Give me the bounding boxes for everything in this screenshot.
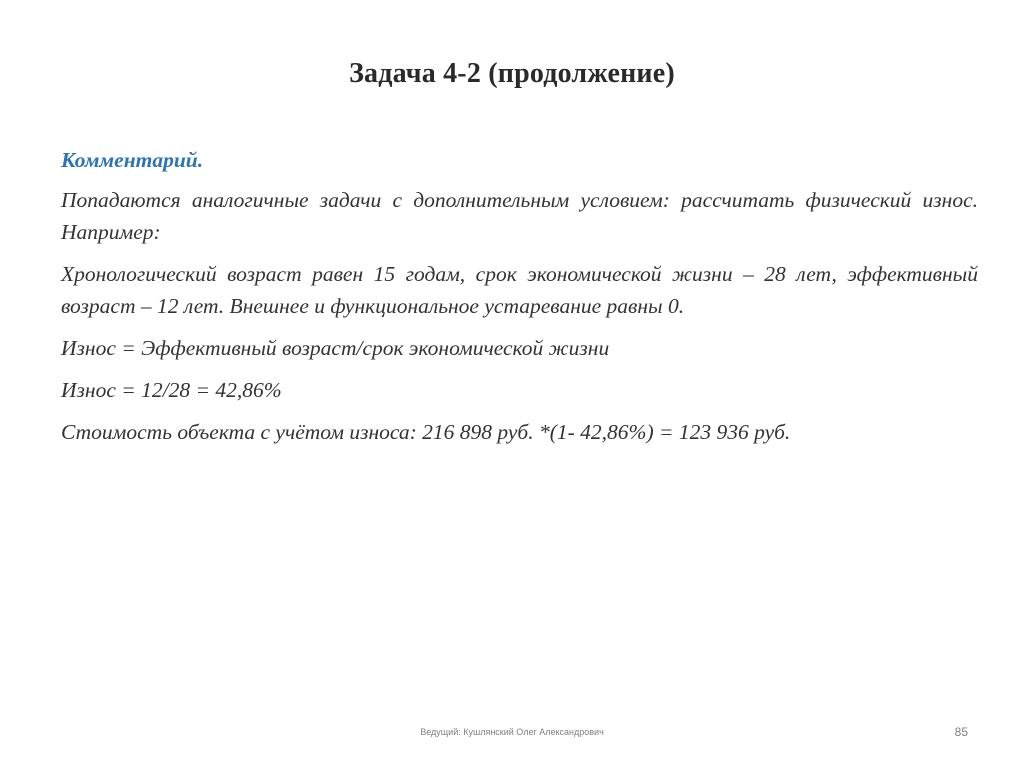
paragraph-value-calculation: Стоимость объекта с учётом износа: 216 898 руб. *(1- 42,86%) = 123 936 руб. (61, 420, 791, 444)
paragraph-wear-calculation: Износ = 12/28 = 42,86% (61, 378, 282, 402)
slide-title: Задача 4-2 (продолжение) (349, 58, 675, 89)
paragraph-wear-formula: Износ = Эффективный возраст/срок экономической жизни (61, 336, 610, 360)
footer-author: Ведущий: Кушлянский Олег Александрович (420, 727, 604, 737)
paragraph-example-conditions: Хронологический возраст равен 15 годам, срок экономической жизни – 28 лет, эффективный возраст – 12 лет. Внешнее и функциональное устаревание равны 0. (61, 262, 978, 318)
slide-body (61, 144, 978, 458)
comment-heading: Комментарий. (61, 148, 204, 172)
paragraph-intro: Попадаются аналогичные задачи с дополнительным условием: рассчитать физический износ. Например: (61, 188, 978, 244)
page-number: 85 (954, 725, 968, 739)
